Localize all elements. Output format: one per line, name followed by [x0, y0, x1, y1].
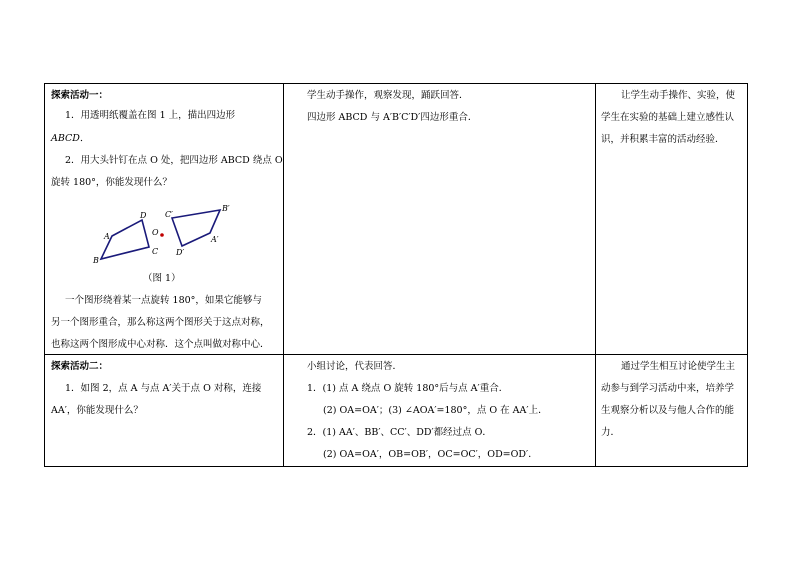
definition-line-1: 一个图形绕着某一点旋转 180°，如果它能够与	[65, 295, 262, 306]
figure-1-caption: （图 1）	[143, 273, 181, 284]
student-activity-2-line4: 2．(1) AA′、BB′、CC′、DD′都经过点 O．	[307, 427, 492, 438]
student-activity-2-line3: (2) OA=OA′；(3) ∠AOA′=180°，点 O 在 AA′上．	[323, 405, 548, 416]
lesson-table	[44, 83, 748, 467]
activity-1-step1: 1．用透明纸覆盖在图 1 上，描出四边形	[65, 110, 236, 121]
design-intent-2-line2: 动参与到学习活动中来，培养学	[601, 383, 735, 394]
activity-2-line1: 1．如图 2，点 A 与点 A′关于点 O 对称，连接	[65, 383, 262, 394]
label-B: B	[93, 256, 99, 265]
design-intent-1-line1: 让学生动手操作、实验，使	[621, 90, 736, 101]
design-intent-2-line3: 生观察分析以及与他人合作的能	[601, 405, 735, 416]
label-O: O	[152, 228, 159, 237]
definition-line-2: 另一个图形重合，那么称这两个图形关于这点对称，	[51, 317, 270, 328]
activity-1-step2: 2．用大头针钉在点 O 处，把四边形 ABCD 绕点 O	[65, 155, 283, 166]
label-B-prime: B′	[222, 204, 230, 213]
label-A: A	[104, 232, 110, 241]
student-activity-2-line2: 1．(1) 点 A 绕点 O 旋转 180°后与点 A′重合．	[307, 383, 509, 394]
figure-1-quadrilaterals	[90, 199, 240, 267]
student-activity-1-line1: 学生动手操作，观察发现，踊跃回答．	[307, 90, 469, 101]
label-C-prime: C′	[165, 210, 173, 219]
student-activity-1-line2: 四边形 ABCD 与 A′B′C′D′四边形重合．	[307, 112, 478, 123]
activity-1-step2-cont: 旋转 180°，你能发现什么？	[51, 177, 172, 188]
design-intent-1-line2: 学生在实验的基础上建立感性认	[601, 112, 735, 123]
label-D-prime: D′	[176, 248, 185, 257]
definition-line-3: 也称这两个图形成中心对称．这个点叫做对称中心．	[51, 339, 270, 350]
design-intent-1-line3: 识，并积累丰富的活动经验．	[601, 134, 725, 145]
label-D: D	[140, 211, 147, 220]
label-A-prime: A′	[211, 235, 219, 244]
row-divider	[45, 354, 747, 355]
activity-1-heading: 探索活动一：	[51, 90, 109, 101]
activity-2-line2: AA′，你能发现什么？	[51, 405, 143, 416]
student-activity-2-line5: (2) OA=OA′，OB=OB′，OC=OC′，OD=OD′．	[323, 449, 538, 460]
design-intent-2-line4: 力．	[601, 427, 621, 438]
student-activity-2-line1: 小组讨论，代表回答．	[307, 361, 403, 372]
column-divider-2	[595, 84, 596, 466]
design-intent-2-line1: 通过学生相互讨论使学生主	[621, 361, 736, 372]
center-point-o	[160, 233, 164, 237]
activity-2-heading: 探索活动二：	[51, 361, 109, 372]
label-C: C	[152, 247, 159, 256]
activity-1-step1-cont: ABCD．	[51, 133, 90, 144]
column-divider-1	[283, 84, 284, 466]
